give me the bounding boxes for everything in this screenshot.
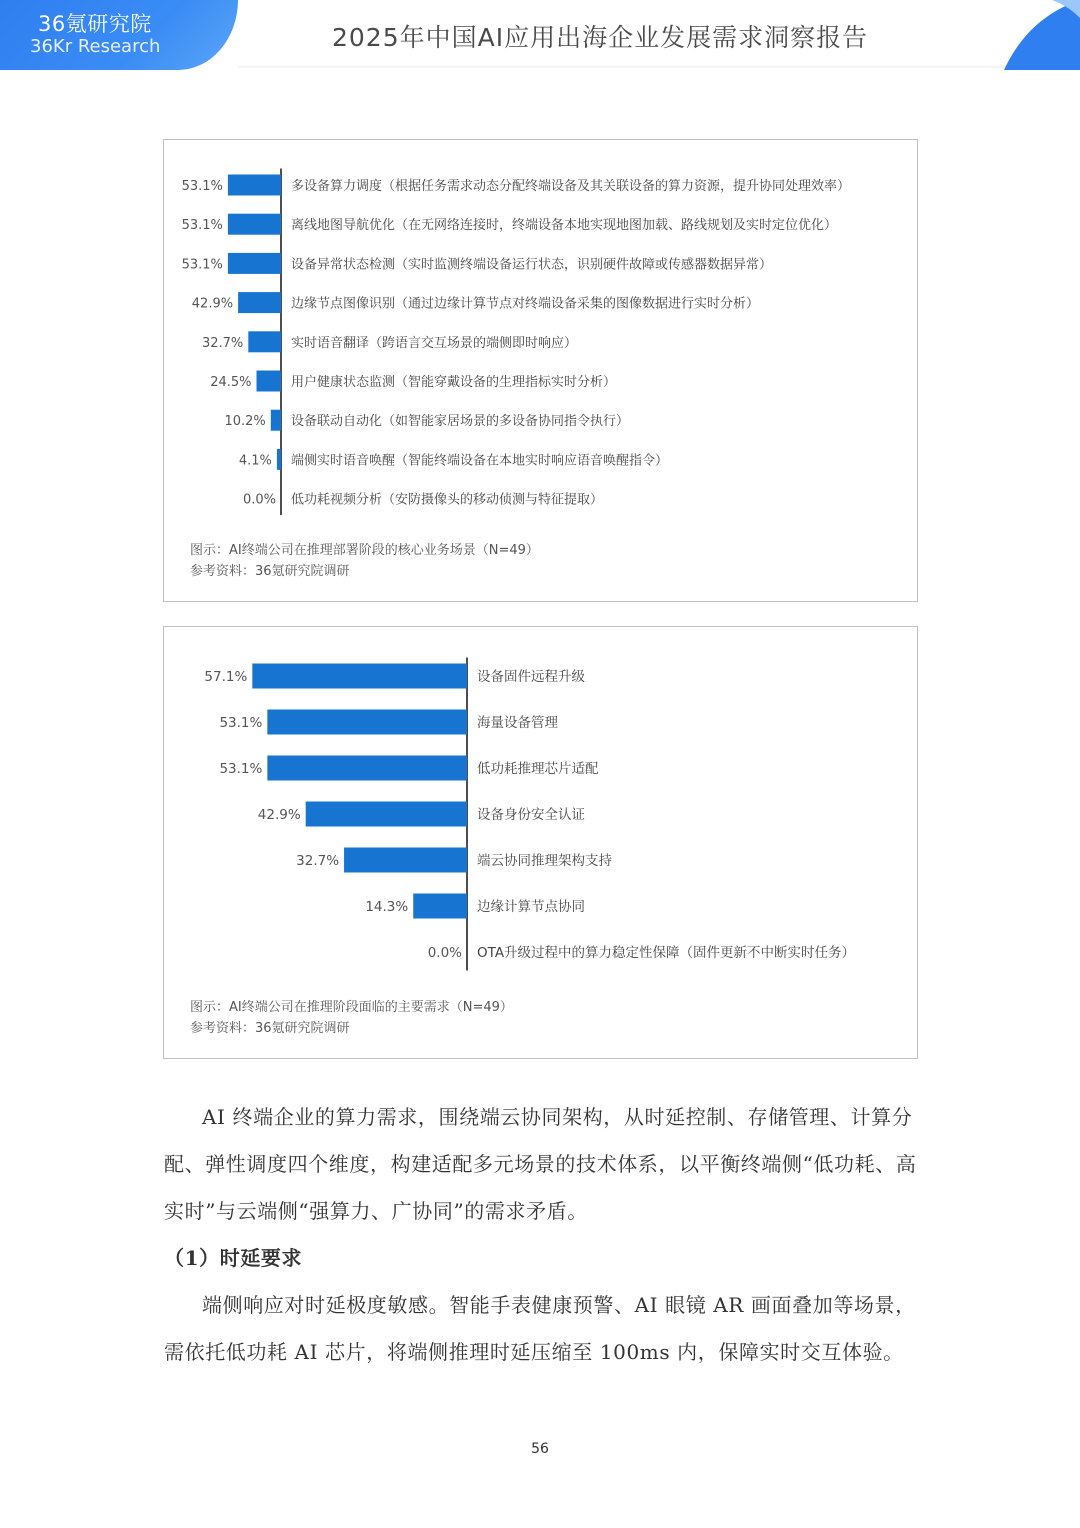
bar-value-label: 14.3% — [365, 899, 409, 915]
chart-bar — [267, 710, 467, 735]
bar-value-label: 32.7% — [201, 335, 244, 351]
header-divider — [238, 66, 1008, 68]
bar-value-label: 4.1% — [238, 453, 272, 469]
chart-bar — [257, 371, 282, 392]
bar-category-label: 用户健康状态监测（智能穿戴设备的生理指标实时分析） — [291, 375, 617, 390]
bar-category-label: 多设备算力调度（根据任务需求动态分配终端设备及其关联设备的算力资源，提升协同处理效率） — [291, 179, 851, 194]
chart-bar — [306, 802, 467, 827]
chart-source: 参考资料：36氪研究院调研 — [190, 1021, 350, 1036]
chart-bar — [344, 848, 467, 873]
bar-value-label: 42.9% — [257, 807, 301, 823]
brand-name-en: 36Kr Research — [30, 36, 161, 57]
bar-category-label: 设备联动自动化（如智能家居场景的多设备协同指令执行） — [291, 414, 630, 430]
chart-panel-inference-needs — [163, 626, 918, 1059]
chart-bar — [413, 894, 467, 919]
brand-name-cn: 36氪研究院 — [38, 12, 152, 36]
chart-caption: 图示：AI终端公司在推理阶段面临的主要需求（N=49） — [190, 1000, 513, 1015]
chart-bar — [248, 331, 281, 352]
chart-bar — [228, 214, 281, 235]
chart-bar — [238, 292, 281, 313]
bar-value-label: 0.0% — [427, 945, 462, 961]
bar-category-label: 设备身份安全认证 — [477, 807, 585, 823]
page-number: 56 — [531, 1441, 549, 1457]
bar-value-label: 53.1% — [181, 218, 223, 234]
paragraph: 端侧响应对时延极度敏感。智能手表健康预警、AI 眼镜 AR 画面叠加等场景，需依托低功耗 AI 芯片，将端侧推理时延压缩至 100ms 内，保障实时交互体验。 — [164, 1293, 916, 1364]
bar-category-label: 设备固件远程升级 — [477, 669, 585, 685]
bar-category-label: 低功耗视频分析（安防摄像头的移动侦测与特征提取） — [291, 492, 604, 508]
bar-value-label: 53.1% — [181, 257, 223, 273]
bar-category-label: OTA升级过程中的算力稳定性保障（固件更新不中断实时任务） — [477, 945, 856, 961]
bar-category-label: 边缘计算节点协同 — [477, 899, 585, 915]
chart-panel-deployment-scenarios — [163, 139, 918, 602]
bar-category-label: 设备异常状态检测（实时监测终端设备运行状态，识别硬件故障或传感器数据异常） — [291, 257, 773, 273]
bar-value-label: 42.9% — [191, 296, 234, 312]
paragraph: AI 终端企业的算力需求，围绕端云协同架构，从时延控制、存储管理、计算分配、弹性调度四个维度，构建适配多元场景的技术体系，以平衡终端侧“低功耗、高实时”与云端侧“强算力、广协同”的需求矛盾。 — [164, 1105, 917, 1223]
bar-chart-deployment-scenarios — [164, 140, 917, 540]
chart-bar — [267, 756, 467, 781]
bar-value-label: 24.5% — [210, 375, 252, 390]
bar-value-label: 53.1% — [219, 715, 263, 731]
bar-category-label: 离线地图导航优化（在无网络连接时，终端设备本地实现地图加载、路线规划及实时定位优化） — [291, 218, 838, 234]
brand-banner — [0, 0, 238, 70]
bar-category-label: 海量设备管理 — [477, 715, 558, 731]
report-title: 2025年中国AI应用出海企业发展需求洞察报告 — [332, 23, 869, 52]
bar-value-label: 32.7% — [296, 853, 340, 869]
chart-bar — [271, 410, 281, 431]
body-text — [164, 1094, 924, 1376]
bar-category-label: 端云协同推理架构支持 — [477, 853, 612, 869]
bar-category-label: 端侧实时语音唤醒（智能终端设备在本地实时响应语音唤醒指令） — [291, 453, 669, 469]
bar-category-label: 低功耗推理芯片适配 — [477, 761, 599, 777]
bar-value-label: 53.1% — [219, 761, 263, 777]
corner-decoration — [1000, 0, 1080, 70]
chart-bar — [277, 449, 281, 470]
bar-chart-inference-needs — [164, 627, 917, 977]
bar-value-label: 10.2% — [224, 414, 266, 430]
chart-caption: 图示：AI终端公司在推理部署阶段的核心业务场景（N=49） — [190, 543, 539, 558]
bar-category-label: 实时语音翻译（跨语言交互场景的端侧即时响应） — [291, 335, 578, 351]
chart-bar — [252, 664, 467, 689]
bar-value-label: 57.1% — [204, 669, 248, 685]
bar-category-label: 边缘节点图像识别（通过边缘计算节点对终端设备采集的图像数据进行实时分析） — [291, 296, 760, 312]
bar-value-label: 53.1% — [181, 179, 223, 194]
section-heading: （1）时延要求 — [164, 1246, 303, 1270]
chart-source: 参考资料：36氪研究院调研 — [190, 564, 350, 579]
chart-bar — [228, 253, 281, 274]
bar-value-label: 0.0% — [242, 492, 276, 508]
chart-bar — [228, 175, 281, 196]
